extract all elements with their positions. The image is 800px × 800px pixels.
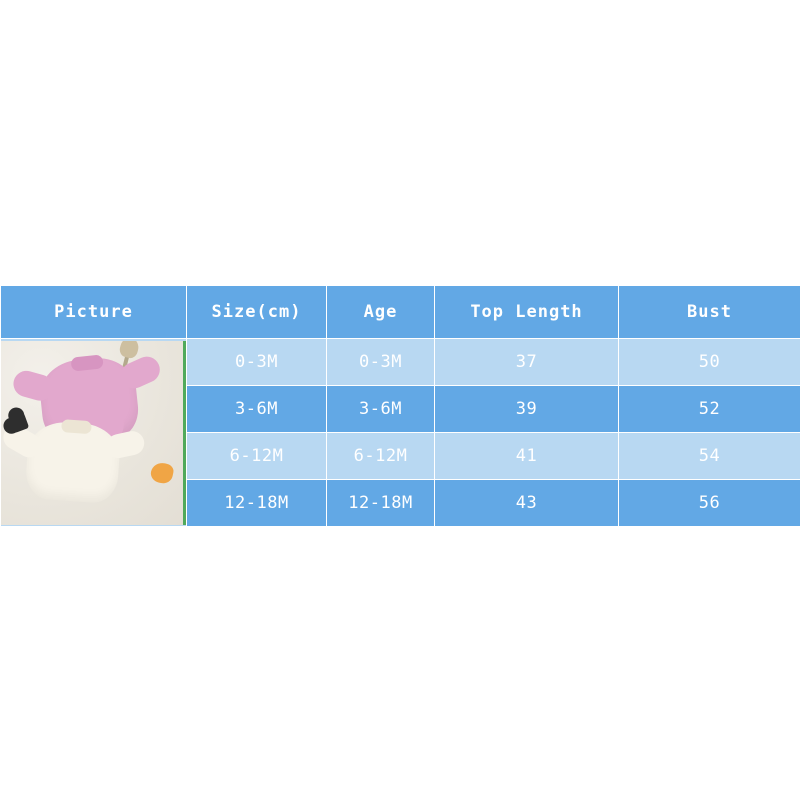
column-header-bust: Bust (619, 286, 800, 339)
photo-green-edge (183, 341, 186, 525)
cell-bust: 50 (619, 339, 800, 386)
size-chart (0, 285, 800, 527)
cream-romper-image (24, 419, 121, 503)
cell-age: 0-3M (327, 339, 435, 386)
table-body (1, 339, 800, 527)
cell-age: 3-6M (327, 386, 435, 433)
header-row (1, 286, 800, 339)
table-header (1, 286, 800, 339)
cell-size: 3-6M (187, 386, 327, 433)
size-chart-table (0, 285, 800, 527)
column-header-size: Size(cm) (187, 286, 327, 339)
cell-age: 6-12M (327, 433, 435, 480)
cell-size: 12-18M (187, 480, 327, 527)
product-photo (1, 341, 186, 525)
cell-bust: 52 (619, 386, 800, 433)
cell-age: 12-18M (327, 480, 435, 527)
cream-romper-collar (61, 419, 92, 434)
product-photo-cell (1, 339, 187, 527)
cell-top-length: 41 (435, 433, 619, 480)
cell-top-length: 37 (435, 339, 619, 386)
column-header-age: Age (327, 286, 435, 339)
table-row (1, 339, 800, 386)
cell-top-length: 39 (435, 386, 619, 433)
cell-bust: 54 (619, 433, 800, 480)
column-header-picture: Picture (1, 286, 187, 339)
cell-bust: 56 (619, 480, 800, 527)
cell-size: 0-3M (187, 339, 327, 386)
column-header-top-length: Top Length (435, 286, 619, 339)
cell-size: 6-12M (187, 433, 327, 480)
cell-top-length: 43 (435, 480, 619, 527)
pink-romper-collar (70, 354, 103, 371)
